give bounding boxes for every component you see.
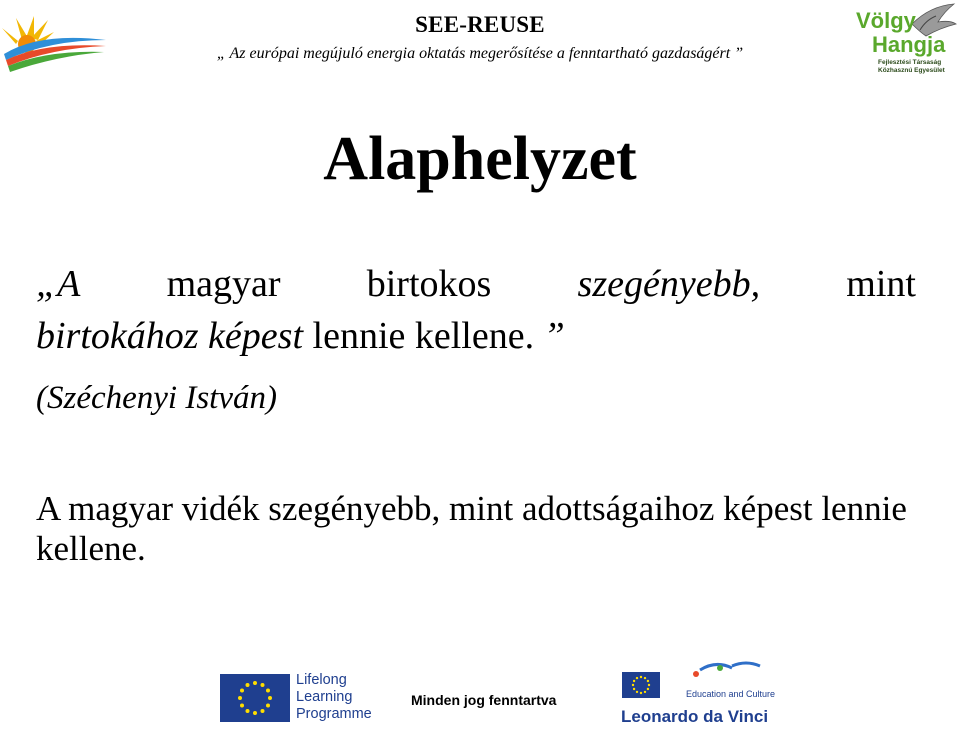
logo-text-hangja: Hangja [872,32,946,57]
logo-text-tarsasag: Fejlesztési Társaság [878,59,942,66]
eu-star-icon [647,680,649,682]
quote-word: szegényebb, [577,263,761,305]
rights-text: Minden jog fenntartva [411,692,557,708]
eu-star-icon [648,684,650,686]
slide-title: Alaphelyzet [323,125,637,193]
eu-star-icon [647,688,649,690]
quote-word: „A [36,263,81,305]
logo-text-egyesulet: Közhasznú Egyesület [878,67,945,74]
quote-italic-part: birtokához képest [36,315,304,357]
eu-star-icon [636,691,638,693]
eu-star-icon [640,676,642,678]
eu-star-icon [633,688,635,690]
eu-star-icon [240,704,244,708]
quote-author: (Széchenyi István) [36,380,277,416]
eu-star-icon [238,696,242,700]
project-title: SEE-REUSE [415,12,545,37]
quote-line-2 [36,314,565,358]
llp-text-line-3: Programme [296,706,372,722]
eu-star-icon [636,677,638,679]
quote-plain-part: lennie kellene. [303,315,535,357]
statement-text: A magyar vidék szegényebb, mint adottságaihoz képest lennie kellene. [36,489,907,568]
quote-word: birtokos [366,263,492,305]
eu-star-icon [266,689,270,693]
eu-star-icon [261,683,265,687]
eu-star-icon [240,689,244,693]
eu-star-icon [266,704,270,708]
eu-star-icon [633,680,635,682]
logo-text-volgy: Völgy [856,8,916,33]
eu-star-icon [253,711,257,715]
eu-star-icon [246,709,250,713]
eu-star-icon [632,684,634,686]
quote-word: mint [846,263,916,305]
quote-line-1 [36,262,916,306]
llp-text-line-1: Lifelong [296,672,347,688]
project-subtitle: „ Az európai megújuló energia oktatás megerősítése a fenntartható gazdaságért ” [216,45,744,62]
quote-closing-mark: ” [534,315,565,357]
eu-star-icon [640,692,642,694]
eu-star-icon [246,683,250,687]
leonardo-da-vinci-text: Leonardo da Vinci [621,707,769,726]
llp-text-line-2: Learning [296,689,353,705]
education-culture-text: Education and Culture [686,689,776,699]
quote-word: magyar [166,263,281,305]
eu-star-icon [253,681,257,685]
eu-star-icon [268,696,272,700]
eu-star-icon [644,691,646,693]
eu-star-icon [644,677,646,679]
eu-star-icon [261,709,265,713]
